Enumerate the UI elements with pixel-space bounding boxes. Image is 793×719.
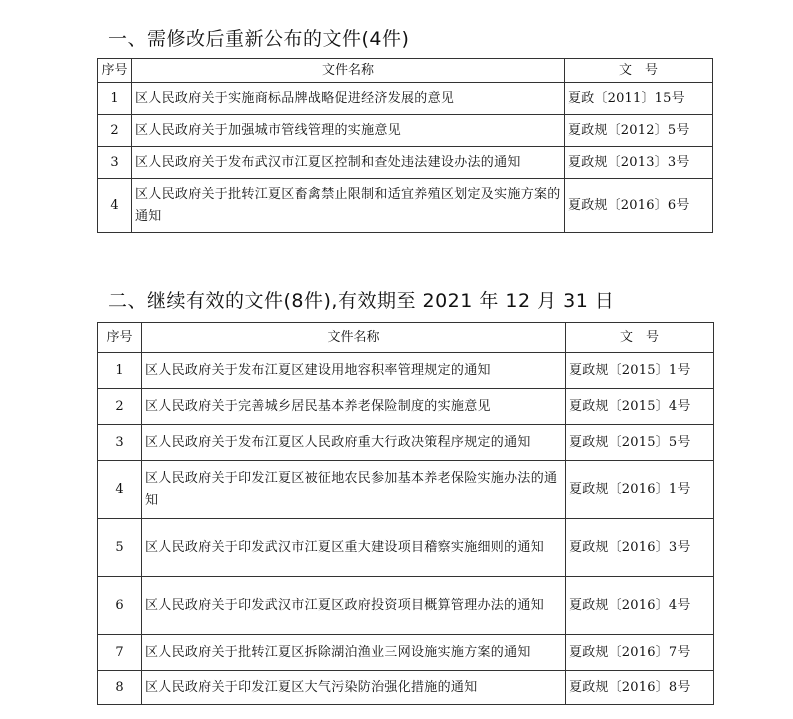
row-name: 区人民政府关于印发江夏区大气污染防治强化措施的通知 [142, 671, 566, 705]
row-name: 区人民政府关于印发江夏区被征地农民参加基本养老保险实施办法的通知 [142, 461, 566, 519]
table-row [98, 635, 714, 671]
table-row [98, 519, 714, 577]
table-row [98, 425, 714, 461]
row-number: 夏政规〔2012〕5号 [565, 115, 713, 147]
row-name: 区人民政府关于批转江夏区畜禽禁止限制和适宜养殖区划定及实施方案的通知 [132, 179, 565, 233]
row-name: 区人民政府关于完善城乡居民基本养老保险制度的实施意见 [142, 389, 566, 425]
row-number: 夏政规〔2016〕1号 [566, 461, 714, 519]
row-no: 1 [98, 83, 132, 115]
revised-documents-table [97, 58, 713, 233]
column-header-name: 文件名称 [132, 59, 565, 83]
row-number: 夏政规〔2016〕3号 [566, 519, 714, 577]
column-header-no: 序号 [98, 59, 132, 83]
row-number: 夏政规〔2015〕1号 [566, 353, 714, 389]
row-no: 5 [98, 519, 142, 577]
row-no: 1 [98, 353, 142, 389]
row-name: 区人民政府关于加强城市管线管理的实施意见 [132, 115, 565, 147]
column-header-number: 文 号 [565, 59, 713, 83]
row-no: 4 [98, 461, 142, 519]
table-header-row [98, 59, 713, 83]
table-row [98, 389, 714, 425]
row-no: 2 [98, 115, 132, 147]
row-no: 2 [98, 389, 142, 425]
section-2-heading: 二、继续有效的文件(8件),有效期至 2021 年 12 月 31 日 [108, 290, 615, 312]
table-row [98, 353, 714, 389]
section-1-heading: 一、需修改后重新公布的文件(4件) [108, 28, 410, 50]
table-row [98, 577, 714, 635]
table-header-row [98, 323, 714, 353]
row-name: 区人民政府关于发布江夏区建设用地容积率管理规定的通知 [142, 353, 566, 389]
row-number: 夏政规〔2016〕8号 [566, 671, 714, 705]
continued-documents-table [97, 322, 714, 705]
row-no: 8 [98, 671, 142, 705]
row-number: 夏政规〔2015〕5号 [566, 425, 714, 461]
row-number: 夏政〔2011〕15号 [565, 83, 713, 115]
column-header-name: 文件名称 [142, 323, 566, 353]
row-number: 夏政规〔2015〕4号 [566, 389, 714, 425]
row-no: 3 [98, 425, 142, 461]
row-number: 夏政规〔2016〕6号 [565, 179, 713, 233]
row-name: 区人民政府关于印发武汉市江夏区政府投资项目概算管理办法的通知 [142, 577, 566, 635]
table-row [98, 83, 713, 115]
row-no: 4 [98, 179, 132, 233]
row-no: 6 [98, 577, 142, 635]
row-name: 区人民政府关于实施商标品牌战略促进经济发展的意见 [132, 83, 565, 115]
row-name: 区人民政府关于印发武汉市江夏区重大建设项目稽察实施细则的通知 [142, 519, 566, 577]
row-name: 区人民政府关于发布武汉市江夏区控制和查处违法建设办法的通知 [132, 147, 565, 179]
table-row [98, 671, 714, 705]
row-no: 7 [98, 635, 142, 671]
row-no: 3 [98, 147, 132, 179]
table-row [98, 147, 713, 179]
table-row [98, 461, 714, 519]
column-header-number: 文 号 [566, 323, 714, 353]
row-name: 区人民政府关于发布江夏区人民政府重大行政决策程序规定的通知 [142, 425, 566, 461]
row-number: 夏政规〔2016〕7号 [566, 635, 714, 671]
row-number: 夏政规〔2013〕3号 [565, 147, 713, 179]
table-row [98, 179, 713, 233]
table-row [98, 115, 713, 147]
row-number: 夏政规〔2016〕4号 [566, 577, 714, 635]
row-name: 区人民政府关于批转江夏区拆除湖泊渔业三网设施实施方案的通知 [142, 635, 566, 671]
column-header-no: 序号 [98, 323, 142, 353]
